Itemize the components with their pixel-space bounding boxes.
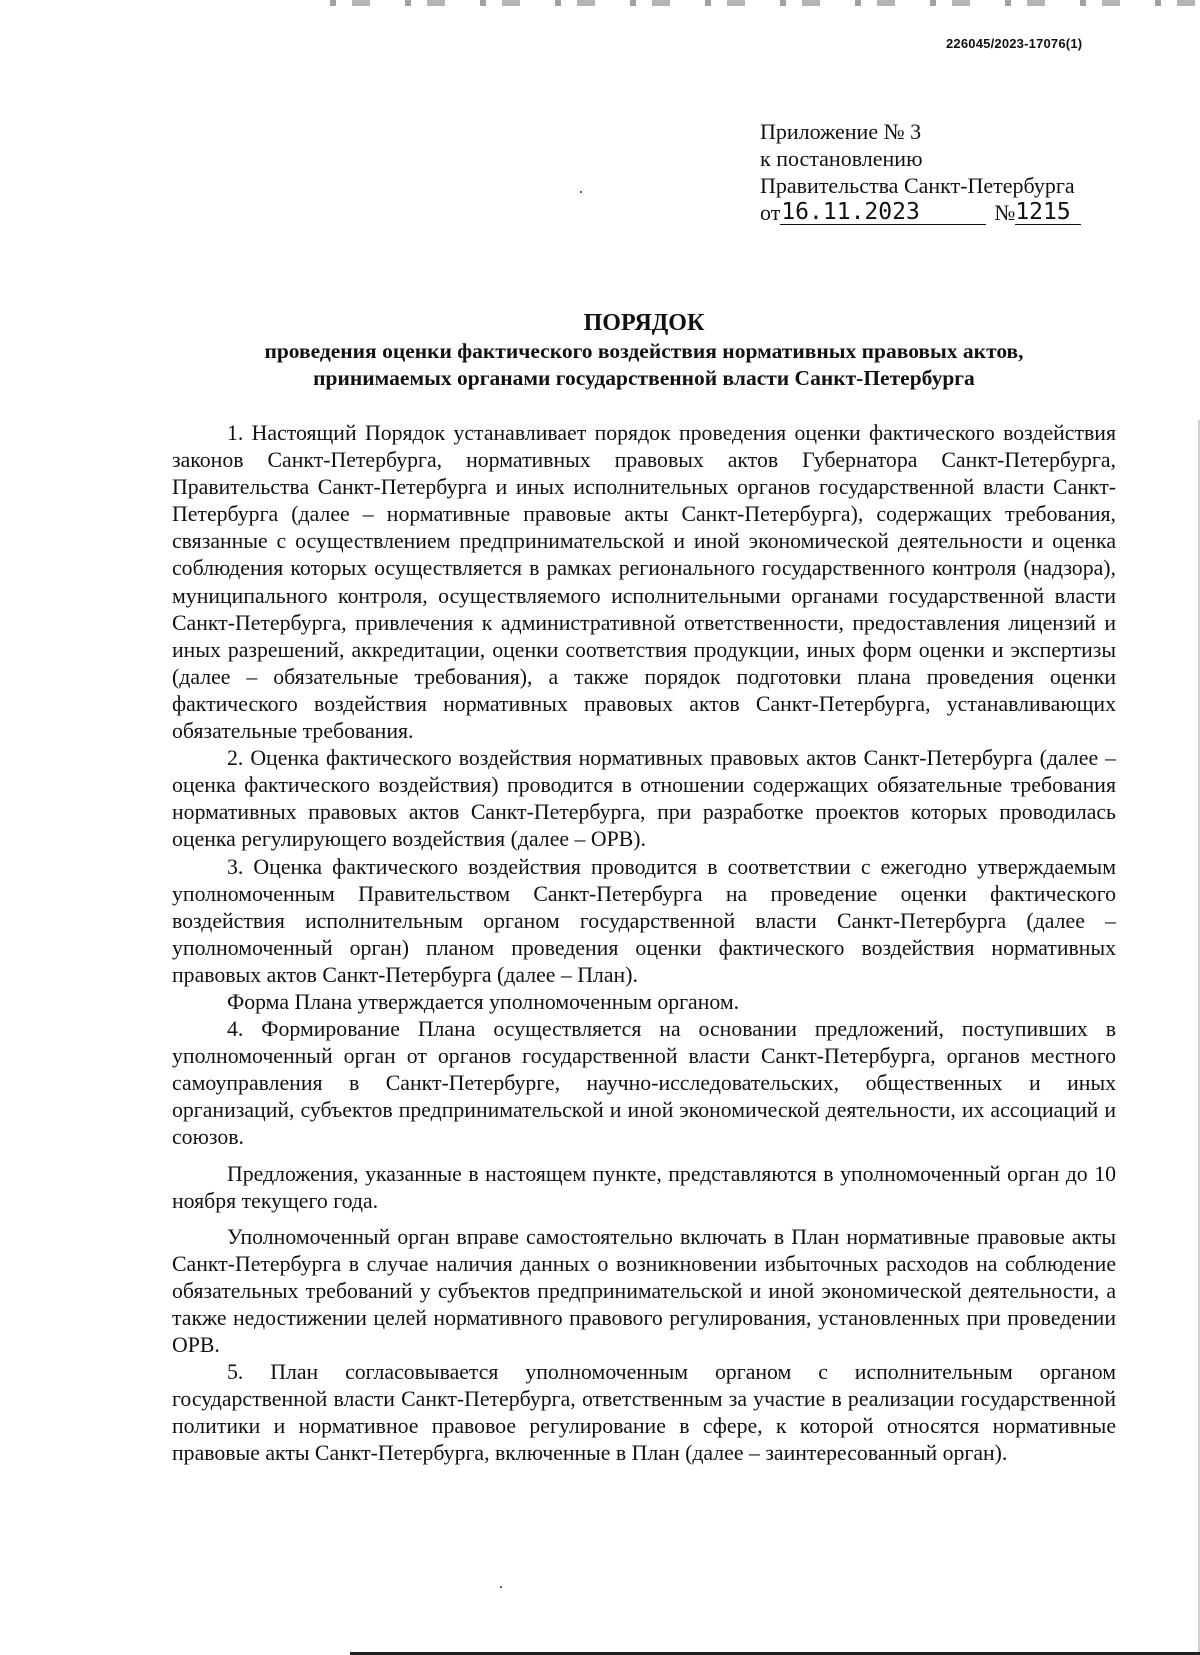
document-body [172, 420, 1116, 1468]
annex-number: Приложение № 3 [760, 119, 922, 144]
paragraph-5: 5. План согласовывается уполномоченным органом с исполнительным органом государственной власти Санкт-Петербурга, ответственным за участие в реализации государственной политики и нормативное правовое регулирование в сфере, к которой относятся нормативные правовые акты Санкт-Петербурга, включенные в План (далее – заинтересованный орган). [172, 1360, 1116, 1466]
scan-artifact-top [330, 0, 1200, 6]
document-title-block [172, 308, 1116, 392]
annex-date-line [760, 199, 1081, 226]
paragraph-1: 1. Настоящий Порядок устанавливает порядок проведения оценки фактического воздействия законов Санкт-Петербурга, нормативных правовых актов Губернатора Санкт-Петербурга, Правительства Санкт-Петербурга и иных исполнительных органов государственной власти Санкт-Петербурга (далее – нормативные правовые акты Санкт-Петербурга), содержащих требования, связанные с осуществлением предпринимательской и иной экономической деятельности и оценка соблюдения которых осуществляется в рамках регионального государственного контроля (надзора), муниципального контроля, осуществляемого исполнительными органами государственной власти Санкт-Петербурга, привлечения к административной ответственности, предоставления лицензий и иных разрешений, аккредитации, оценки соответствия продукции, иных форм оценки и экспертизы (далее – обязательные требования), а также порядок подготовки плана проведения оценки фактического воздействия нормативных правовых актов Санкт-Петербурга, устанавливающих обязательные требования. [172, 421, 1116, 744]
paragraph-3: 3. Оценка фактического воздействия проводится в соответствии с ежегодно утверждаемым уполномоченным Правительством Санкт-Петербурга на проведение оценки фактического воздействия исполнительным органом государственной власти Санкт-Петербурга (далее – уполномоченный орган) планом проведения оценки фактического воздействия нормативных правовых актов Санкт-Петербурга (далее – План). [172, 854, 1116, 987]
annex-reference: к постановлению [760, 146, 923, 171]
document-subtitle-line-1: проведения оценки фактического воздействия нормативных правовых актов, [264, 339, 1024, 363]
number-sign: № [994, 200, 1016, 225]
paragraph-4-self-inclusion: Уполномоченный орган вправе самостоятельно включать в План нормативные правовые акты Санкт-Петербурга в случае наличия данных о возникновении избыточных расходов на соблюдение обязательных требований у субъектов предпринимательской и иной экономической деятельности, а также недостижении целей нормативного правового регулирования, установленных при проведении ОРВ. [172, 1224, 1116, 1358]
annex-issuer: Правительства Санкт-Петербурга [760, 173, 1075, 198]
document-title: ПОРЯДОК [583, 310, 705, 336]
document-registration-number: 226045/2023-17076(1) [946, 36, 1083, 51]
document-subtitle-line-2: принимаемых органами государственной власти Санкт-Петербурга [313, 366, 975, 390]
paragraph-4-deadline: Предложения, указанные в настоящем пункте, представляются в уполномоченный орган до 10 ноября текущего года. [172, 1161, 1116, 1213]
paragraph-3-form: Форма Плана утверждается уполномоченным органом. [227, 989, 740, 1014]
annex-header [760, 118, 1081, 226]
paragraph-4: 4. Формирование Плана осуществляется на основании предложений, поступивших в уполномоченный орган от органов государственной власти Санкт-Петербурга, органов местного самоуправления в Санкт-Петербурге, научно-исследовательских, общественных и иных организаций, субъектов предпринимательской и иной экономической деятельности, их ассоциаций и союзов. [172, 1017, 1116, 1150]
resolution-number: 1215 [1015, 201, 1081, 225]
paragraph-2: 2. Оценка фактического воздействия нормативных правовых актов Санкт-Петербурга (далее – оценка фактического воздействия) проводится в отношении содержащих обязательные требования нормативных правовых актов Санкт-Петербурга, при разработке проектов которых проводилась оценка регулирующего воздействия (далее – ОРВ). [172, 746, 1116, 852]
scan-speck [580, 191, 582, 193]
scan-speck [500, 1586, 502, 1588]
date-prefix: от [760, 200, 781, 225]
resolution-date: 16.11.2023 [780, 201, 986, 225]
